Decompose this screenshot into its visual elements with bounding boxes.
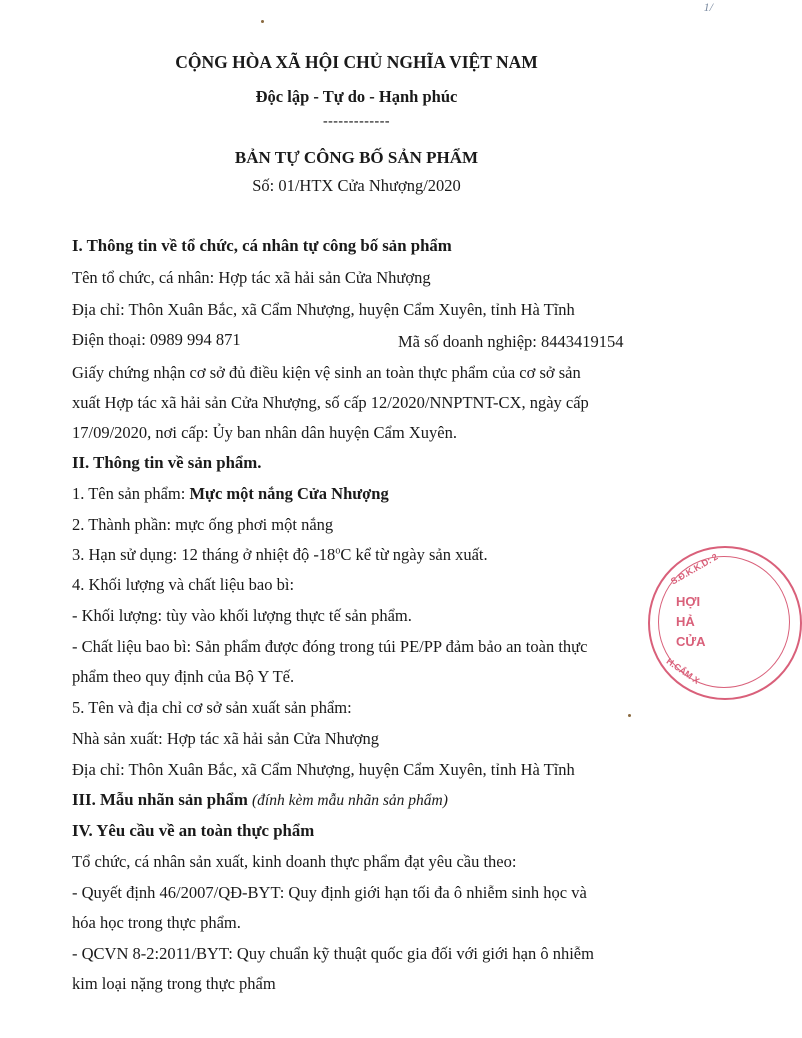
- seal-line-2: HẢ: [676, 614, 695, 629]
- seal-text: [676, 592, 776, 652]
- regulation-1-line-2: hóa học trong thực phẩm.: [72, 913, 241, 932]
- producer-address: Địa chỉ: Thôn Xuân Bắc, xã Cẩm Nhượng, huyện Cẩm Xuyên, tỉnh Hà Tĩnh: [72, 760, 575, 779]
- section-3-heading: III. Mẫu nhãn sản phẩm: [72, 790, 253, 809]
- paper-speck: [628, 714, 631, 717]
- regulation-2-line-1: - QCVN 8-2:2011/BYT: Quy chuẩn kỹ thuật quốc gia đối với giới hạn ô nhiễm: [72, 944, 594, 963]
- national-motto: Độc lập - Tự do - Hạnh phúc: [255, 87, 458, 106]
- certificate-line-1: Giấy chứng nhận cơ sở đủ điều kiện vệ sinh an toàn thực phẩm của cơ sở sản: [72, 363, 581, 382]
- product-name: Mực một nắng Cửa Nhượng: [189, 484, 389, 503]
- section-3-line: [72, 790, 448, 810]
- section-1-heading: I. Thông tin về tổ chức, cá nhân tự công bố sản phẩm: [72, 236, 452, 255]
- producer-heading: 5. Tên và địa chỉ cơ sở sản xuất sản phẩm:: [72, 698, 352, 717]
- shelf-life-line: [72, 545, 488, 565]
- shelf-life-text: 3. Hạn sử dụng: 12 tháng ở nhiệt độ -18: [72, 545, 336, 564]
- org-name: Tên tổ chức, cá nhân: Hợp tác xã hải sản Cửa Nhượng: [72, 268, 431, 287]
- seal-rim-top: S.Đ.K.K.D: 2: [669, 551, 720, 587]
- certificate-line-3: 17/09/2020, nơi cấp: Ủy ban nhân dân huyện Cẩm Xuyên.: [72, 423, 457, 442]
- regulation-2-line-2: kim loại nặng trong thực phẩm: [72, 974, 276, 993]
- seal-line-1: HỢI: [676, 594, 701, 609]
- degree-sup: o: [335, 545, 341, 557]
- company-seal: [648, 546, 802, 700]
- package-material-line-1: - Chất liệu bao bì: Sản phẩm được đóng trong túi PE/PP đảm bảo an toàn thực: [72, 637, 588, 656]
- regulation-1-line-1: - Quyết định 46/2007/QĐ-BYT: Quy định giới hạn tối đa ô nhiễm sinh học và: [72, 883, 587, 902]
- national-title: CỘNG HÒA XÃ HỘI CHỦ NGHĨA VIỆT NAM: [175, 52, 538, 72]
- product-name-line: [72, 484, 389, 504]
- section-3-note: (đính kèm mẫu nhãn sản phẩm): [252, 792, 448, 809]
- section-2-heading: II. Thông tin về sản phẩm.: [72, 453, 262, 472]
- product-name-label: 1. Tên sản phẩm:: [72, 484, 190, 503]
- package-weight: - Khối lượng: tùy vào khối lượng thực tế sản phẩm.: [72, 606, 412, 625]
- seal-line-3: CỬA: [676, 634, 706, 649]
- package-material-line-2: phẩm theo quy định của Bộ Y Tế.: [72, 667, 295, 686]
- producer-name: Nhà sản xuất: Hợp tác xã hải sản Cửa Nhượng: [72, 729, 380, 748]
- tax-code: Mã số doanh nghiệp: 8443419154: [398, 332, 624, 351]
- org-address: Địa chỉ: Thôn Xuân Bắc, xã Cẩm Nhượng, huyện Cẩm Xuyên, tỉnh Hà Tĩnh: [72, 300, 575, 319]
- document-title: BẢN TỰ CÔNG BỐ SẢN PHẨM: [234, 148, 479, 167]
- certificate-line-2: xuất Hợp tác xã hải sản Cửa Nhượng, số cấp 12/2020/NNPTNT-CX, ngày cấp: [72, 393, 589, 412]
- document-number: Số: 01/HTX Cửa Nhượng/2020: [252, 176, 461, 195]
- paper-speck: [261, 20, 264, 23]
- ingredients: 2. Thành phần: mực ống phơi một nắng: [72, 515, 334, 534]
- shelf-life-text-end: C kể từ ngày sản xuất.: [340, 545, 488, 564]
- org-phone: Điện thoại: 0989 994 871: [72, 330, 241, 349]
- page-corner-mark: 1/: [703, 0, 713, 14]
- header-divider: -------------: [322, 114, 391, 129]
- safety-intro: Tổ chức, cá nhân sản xuất, kinh doanh thực phẩm đạt yêu cầu theo:: [72, 852, 517, 871]
- section-4-heading: IV. Yêu cầu về an toàn thực phẩm: [72, 821, 315, 840]
- seal-rim-bottom: H.CẨM X: [664, 656, 702, 686]
- packaging-heading: 4. Khối lượng và chất liệu bao bì:: [72, 575, 295, 594]
